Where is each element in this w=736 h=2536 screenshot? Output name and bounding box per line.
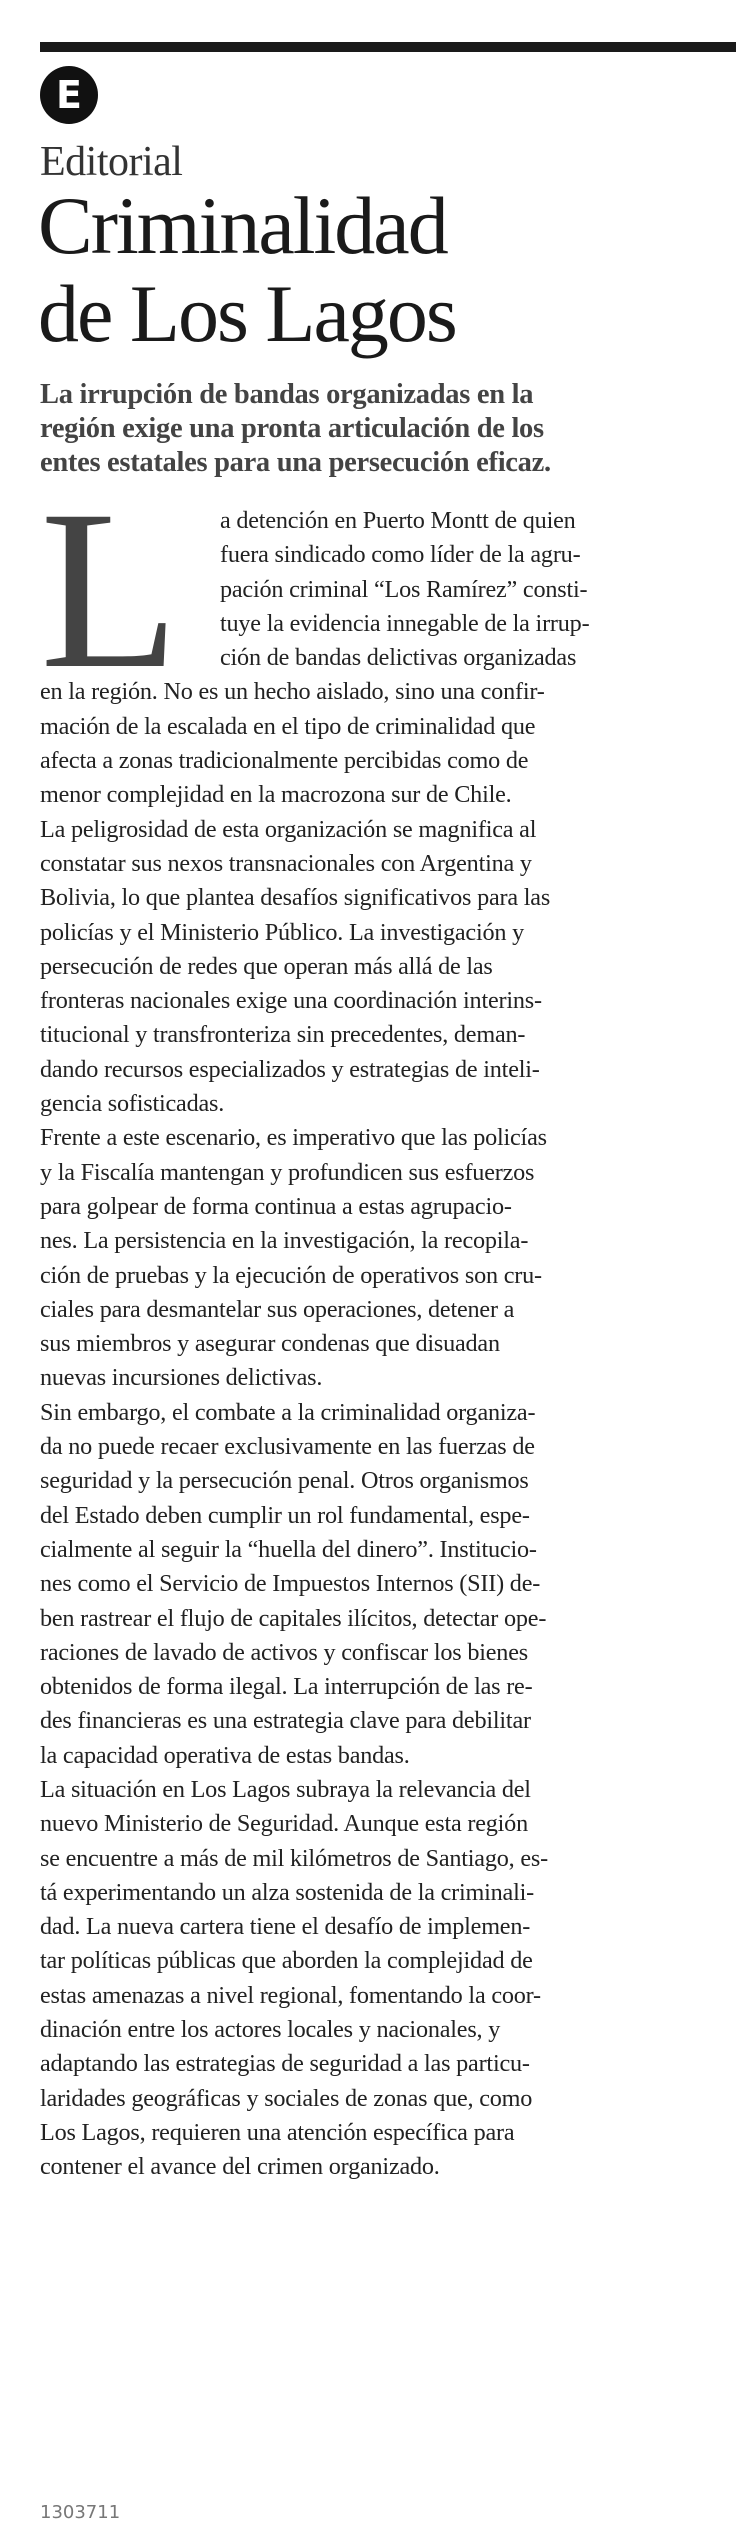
body-line: titucional y transfronteriza sin precedentes, deman- (40, 1021, 526, 1049)
body-line: la capacidad operativa de estas bandas. (40, 1741, 410, 1769)
body-line: Sin embargo, el combate a la criminalidad organiza- (40, 1398, 536, 1426)
body-line: nuevas incursiones delictivas. (40, 1364, 323, 1392)
body-line: se encuentre a más de mil kilómetros de Santiago, es- (40, 1844, 548, 1872)
section-label: Editorial (40, 139, 183, 185)
clipping-id: 1303711 (40, 2502, 121, 2523)
body-line: en la región. No es un hecho aislado, sino una confir- (40, 678, 545, 706)
body-line: a detención en Puerto Montt de quien (220, 507, 576, 534)
body-line: ción de bandas delictivas organizadas (220, 644, 577, 672)
body-line: obtenidos de forma ilegal. La interrupción de las re- (40, 1673, 533, 1701)
subheadline-line: entes estatales para una persecución eficaz. (40, 447, 551, 478)
body-line: dad. La nueva cartera tiene el desafío de implemen- (40, 1913, 531, 1941)
headline-line: de Los Lagos (38, 268, 456, 359)
body-line: Bolivia, lo que plantea desafíos significativos para las (40, 884, 551, 912)
body-line: seguridad y la persecución penal. Otros organismos (40, 1467, 529, 1495)
drop-cap: L (40, 464, 180, 716)
body-line: des financieras es una estrategia clave para debilitar (40, 1707, 531, 1735)
body-line: policías y el Ministerio Público. La investigación y (40, 918, 525, 946)
body-line: La situación en Los Lagos subraya la relevancia del (40, 1775, 531, 1803)
headline (38, 182, 728, 358)
body-line: dinación entre los actores locales y nacionales, y (40, 2016, 501, 2044)
body-line: ciales para desmantelar sus operaciones, detener a (40, 1295, 515, 1323)
top-rule (40, 42, 736, 52)
body-line: cialmente al seguir la “huella del dinero”. Institucio- (40, 1535, 537, 1563)
body-line: Los Lagos, requieren una atención específica para (40, 2118, 515, 2146)
body-line: raciones de lavado de activos y confiscar los bienes (40, 1638, 528, 1666)
body-line: ción de pruebas y la ejecución de operativos son cru- (40, 1261, 542, 1289)
headline-line: Criminalidad (38, 180, 447, 271)
body-line: Frente a este escenario, es imperativo que las policías (40, 1124, 547, 1152)
body-line: tuye la evidencia innegable de la irrup- (220, 609, 590, 637)
body-line: y la Fiscalía mantengan y profundicen sus esfuerzos (40, 1158, 535, 1186)
body-line: sus miembros y asegurar condenas que disuadan (40, 1330, 500, 1358)
body-line: menor complejidad en la macrozona sur de Chile. (40, 781, 512, 809)
body-line: tar políticas públicas que aborden la complejidad de (40, 1947, 533, 1975)
body-line: tá experimentando un alza sostenida de la criminali- (40, 1878, 534, 1906)
body-line: contener el avance del crimen organizado. (40, 2153, 440, 2181)
editorial-badge: E (40, 66, 98, 124)
body-line: persecución de redes que operan más allá de las (40, 952, 493, 980)
body-line: mación de la escalada en el tipo de criminalidad que (40, 712, 536, 740)
body-line: laridades geográficas y sociales de zonas que, como (40, 2084, 533, 2112)
body-line: gencia sofisticadas. (40, 1090, 225, 1118)
body-line: La peligrosidad de esta organización se magnifica al (40, 815, 537, 843)
body-line: ben rastrear el flujo de capitales ilícitos, detectar ope- (40, 1604, 547, 1632)
body-line: dando recursos especializados y estrategias de inteli- (40, 1055, 540, 1083)
body-line: fuera sindicado como líder de la agru- (220, 541, 581, 569)
body-line: nes como el Servicio de Impuestos Internos (SII) de- (40, 1570, 541, 1598)
body-line: afecta a zonas tradicionalmente percibidas como de (40, 747, 529, 775)
body-line: para golpear de forma continua a estas agrupacio- (40, 1192, 512, 1220)
body-line: pación criminal “Los Ramírez” consti- (220, 575, 588, 603)
body-line: fronteras nacionales exige una coordinación interins- (40, 987, 542, 1015)
body-line: nuevo Ministerio de Seguridad. Aunque esta región (40, 1810, 528, 1838)
body-line: estas amenazas a nivel regional, fomentando la coor- (40, 1981, 541, 2009)
subheadline-line: La irrupción de bandas organizadas en la (40, 379, 534, 410)
body-line: adaptando las estrategias de seguridad a las particu- (40, 2050, 530, 2078)
article-body (40, 464, 730, 2185)
body-line: da no puede recaer exclusivamente en las fuerzas de (40, 1433, 535, 1461)
body-line: constatar sus nexos transnacionales con Argentina y (40, 849, 532, 877)
subheadline-line: región exige una pronta articulación de los (40, 413, 544, 444)
body-line: nes. La persistencia en la investigación, la recopila- (40, 1227, 529, 1255)
body-line: del Estado deben cumplir un rol fundamental, espe- (40, 1501, 530, 1529)
